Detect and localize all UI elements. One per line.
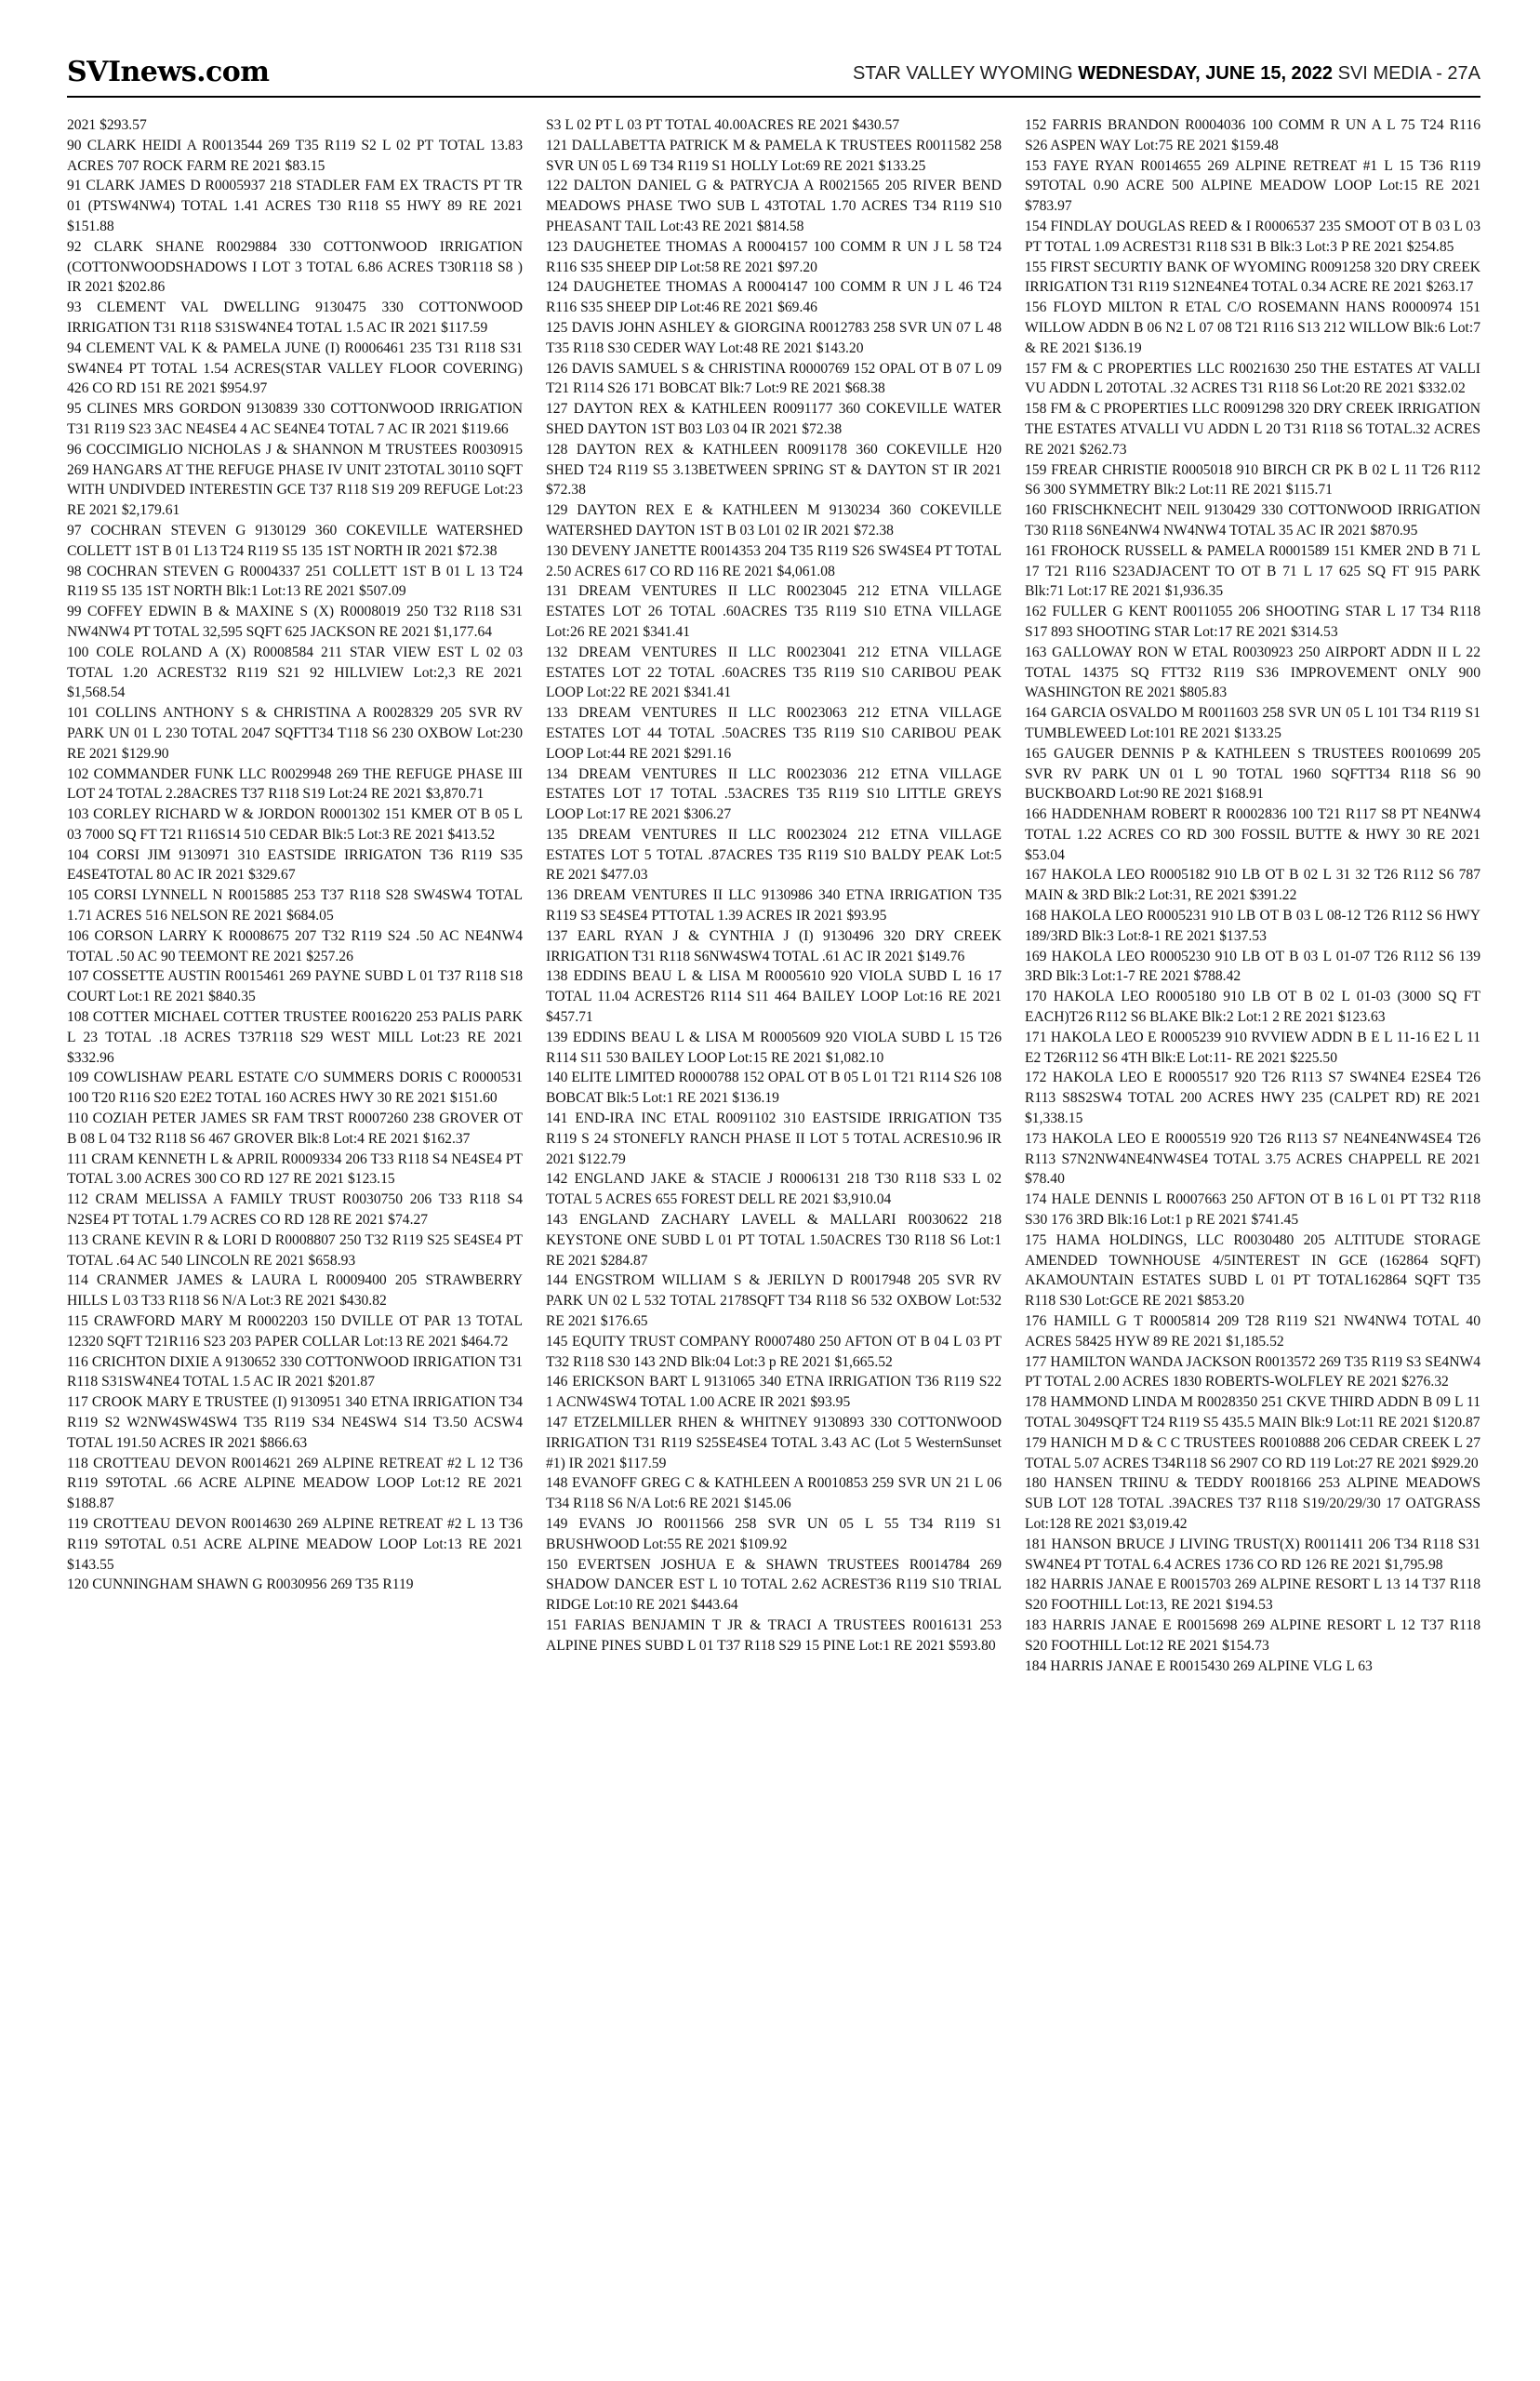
tax-list-entry: 98 COCHRAN STEVEN G R0004337 251 COLLETT 1ST B 01 L 13 T24 R119 S5 135 1ST NORTH Blk:1 Lot:13 RE 2021 $507.09 bbox=[67, 563, 523, 600]
tax-list-entry: 175 HAMA HOLDINGS, LLC R0030480 205 ALTITUDE STORAGE AMENDED TOWNHOUSE 4/5INTEREST IN GCE (162864 SQFT) AKAMOUNTAIN ESTATES SUBD L 01 PT TOTAL162864 SQFT T35 R118 S30 Lot:GCE RE 2021 $853.20 bbox=[1025, 1231, 1480, 1310]
tax-list-entry: 181 HANSON BRUCE J LIVING TRUST(X) R0011411 206 T34 R118 S31 SW4NE4 PT TOTAL 6.4 ACRES 1736 CO RD 126 RE 2021 $1,795.98 bbox=[1025, 1536, 1480, 1573]
tax-list-entry: 95 CLINES MRS GORDON 9130839 330 COTTONWOOD IRRIGATION T31 R119 S23 3AC NE4SE4 4 AC SE4NE4 TOTAL 7 AC IR 2021 $119.66 bbox=[67, 401, 523, 437]
tax-list-entry: 164 GARCIA OSVALDO M R0011603 258 SVR UN 05 L 101 T34 R119 S1 TUMBLEWEED Lot:101 RE 2021 $133.25 bbox=[1025, 705, 1480, 741]
tax-list-entry: 151 FARIAS BENJAMIN T JR & TRACI A TRUSTEES R0016131 253 ALPINE PINES SUBD L 01 T37 R118 S29 15 PINE Lot:1 RE 2021 $593.80 bbox=[546, 1616, 1002, 1654]
tax-list-entry: 170 HAKOLA LEO R0005180 910 LB OT B 02 L 01-03 (3000 SQ FT EACH)T26 R112 S6 BLAKE Blk:2 Lot:1 2 RE 2021 $123.63 bbox=[1025, 989, 1480, 1026]
tax-list-entry: 148 EVANOFF GREG C & KATHLEEN A R0010853 259 SVR UN 21 L 06 T34 R118 S6 N/A Lot:6 RE 2021 $145.06 bbox=[546, 1475, 1002, 1512]
tax-list-entry: 150 EVERTSEN JOSHUA E & SHAWN TRUSTEES R0014784 269 SHADOW DANCER EST L 10 TOTAL 2.62 ACREST36 R119 S10 TRIAL RIDGE Lot:10 RE 2021 $443.64 bbox=[546, 1556, 1002, 1614]
tax-list-entry: 163 GALLOWAY RON W ETAL R0030923 250 AIRPORT ADDN II L 22 TOTAL 14375 SQ FTT32 R119 S36 IMPROVEMENT ONLY 900 WASHINGTON RE 2021 $805.83 bbox=[1025, 644, 1480, 701]
tax-list-entry: 111 CRAM KENNETH L & APRIL R0009334 206 T33 R118 S4 NE4SE4 PT TOTAL 3.00 ACRES 300 CO RD 127 RE 2021 $123.15 bbox=[67, 1151, 523, 1188]
tax-list-entry: 160 FRISCHKNECHT NEIL 9130429 330 COTTONWOOD IRRIGATION T30 R118 S6NE4NW4 NW4NW4 TOTAL 35 AC IR 2021 $870.95 bbox=[1025, 502, 1480, 539]
tax-list-entry: 90 CLARK HEIDI A R0013544 269 T35 R119 S2 L 02 PT TOTAL 13.83 ACRES 707 ROCK FARM RE 2021 $83.15 bbox=[67, 137, 523, 174]
tax-list-entry: 142 ENGLAND JAKE & STACIE J R0006131 218 T30 R118 S33 L 02 TOTAL 5 ACRES 655 FOREST DELL RE 2021 $3,910.04 bbox=[546, 1171, 1002, 1208]
tax-list-entry: 161 FROHOCK RUSSELL & PAMELA R0001589 151 KMER 2ND B 71 L 17 T21 R116 S23ADJACENT TO OT B 71 L 17 625 SQ FT 915 PARK Blk:71 Lot:17 RE 2021 $1,936.35 bbox=[1025, 542, 1480, 600]
tax-list-entry: 139 EDDINS BEAU L & LISA M R0005609 920 VIOLA SUBD L 15 T26 R114 S11 530 BAILEY LOOP Lot:15 RE 2021 $1,082.10 bbox=[546, 1029, 1002, 1066]
tax-list-entry: 180 HANSEN TRIINU & TEDDY R0018166 253 ALPINE MEADOWS SUB LOT 128 TOTAL .39ACRES T37 R118 S19/20/29/30 17 OATGRASS Lot:128 RE 2021 $3,019.42 bbox=[1025, 1475, 1480, 1532]
tax-list-entry: 147 ETZELMILLER RHEN & WHITNEY 9130893 330 COTTONWOOD IRRIGATION T31 R119 S25SE4SE4 TOTAL 3.43 AC (Lot 5 WesternSunset #1) IR 2021 $117.59 bbox=[546, 1415, 1002, 1471]
tax-list-entry: 119 CROTTEAU DEVON R0014630 269 ALPINE RETREAT #2 L 13 T36 R119 S9TOTAL 0.51 ACRE ALPINE MEADOW LOOP Lot:13 RE 2021 $143.55 bbox=[67, 1515, 523, 1573]
tax-list-entry: 152 FARRIS BRANDON R0004036 100 COMM R UN A L 75 T24 R116 S26 ASPEN WAY Lot:75 RE 2021 $159.48 bbox=[1025, 117, 1480, 153]
tax-list-entry: 137 EARL RYAN J & CYNTHIA J (I) 9130496 320 DRY CREEK IRRIGATION T31 R118 S6NW4SW4 TOTAL .61 AC IR 2021 $149.76 bbox=[546, 927, 1002, 964]
folio-date: WEDNESDAY, JUNE 15, 2022 bbox=[1078, 63, 1334, 84]
tax-list-entry: 143 ENGLAND ZACHARY LAVELL & MALLARI R0030622 218 KEYSTONE ONE SUBD L 01 PT TOTAL 1.50ACRES T30 R118 S6 Lot:1 RE 2021 $284.87 bbox=[546, 1212, 1002, 1269]
tax-list-entry: 126 DAVIS SAMUEL S & CHRISTINA R0000769 152 OPAL OT B 07 L 09 T21 R114 S26 171 BOBCAT Blk:7 Lot:9 RE 2021 $68.38 bbox=[546, 360, 1002, 397]
tax-list-entry: 108 COTTER MICHAEL COTTER TRUSTEE R0016220 253 PALIS PARK L 23 TOTAL .18 ACRES T37R118 S29 WEST MILL Lot:23 RE 2021 $332.96 bbox=[67, 1009, 523, 1066]
tax-list-entry: 146 ERICKSON BART L 9131065 340 ETNA IRRIGATION T36 R119 S22 1 ACNW4SW4 TOTAL 1.00 ACRE IR 2021 $93.95 bbox=[546, 1374, 1002, 1411]
tax-list-entry: 136 DREAM VENTURES II LLC 9130986 340 ETNA IRRIGATION T35 R119 S3 SE4SE4 PTTOTAL 1.39 ACRES IR 2021 $93.95 bbox=[546, 887, 1002, 924]
tax-list-entry: 96 COCCIMIGLIO NICHOLAS J & SHANNON M TRUSTEES R0030915 269 HANGARS AT THE REFUGE PHASE IV UNIT 23TOTAL 30110 SQFT WITH UNDIVDED INTERESTIN GCE T37 R118 S19 209 REFUGE Lot:23 RE 2021 $2,179.61 bbox=[67, 441, 523, 519]
tax-list-entry: 182 HARRIS JANAE E R0015703 269 ALPINE RESORT L 13 14 T37 R118 S20 FOOTHILL Lot:13, RE 2021 $194.53 bbox=[1025, 1576, 1480, 1614]
tax-list-entry: 132 DREAM VENTURES II LLC R0023041 212 ETNA VILLAGE ESTATES LOT 22 TOTAL .60ACRES T35 R119 S10 CARIBOU PEAK LOOP Lot:22 RE 2021 $341.41 bbox=[546, 644, 1002, 701]
tax-list-entry: 159 FREAR CHRISTIE R0005018 910 BIRCH CR PK B 02 L 11 T26 R112 S6 300 SYMMETRY Blk:2 Lot:11 RE 2021 $115.71 bbox=[1025, 461, 1480, 499]
tax-list-entry: 167 HAKOLA LEO R0005182 910 LB OT B 02 L 31 32 T26 R112 S6 787 MAIN & 3RD Blk:2 Lot:31, RE 2021 $391.22 bbox=[1025, 867, 1480, 904]
column-1 bbox=[67, 115, 523, 1676]
tax-list-entry: 94 CLEMENT VAL K & PAMELA JUNE (I) R0006461 235 T31 R118 S31 SW4NE4 PT TOTAL 1.54 ACRES(STAR VALLEY FLOOR COVERING) 426 CO RD 151 RE 2021 $954.97 bbox=[67, 339, 523, 397]
folio-section: SVI MEDIA - 27A bbox=[1337, 63, 1480, 84]
tax-list-entry: 118 CROTTEAU DEVON R0014621 269 ALPINE RETREAT #2 L 12 T36 R119 S9TOTAL .66 ACRE ALPINE MEADOW LOOP Lot:12 RE 2021 $188.87 bbox=[67, 1455, 523, 1512]
tax-list-entry: 176 HAMILL G T R0005814 209 T28 R119 S21 NW4NW4 TOTAL 40 ACRES 58425 HYW 89 RE 2021 $1,185.52 bbox=[1025, 1313, 1480, 1350]
tax-list-entry: 97 COCHRAN STEVEN G 9130129 360 COKEVILLE WATERSHED COLLETT 1ST B 01 L13 T24 R119 S5 135 1ST NORTH IR 2021 $72.38 bbox=[67, 522, 523, 559]
tax-list-entry: 158 FM & C PROPERTIES LLC R0091298 320 DRY CREEK IRRIGATION THE ESTATES ATVALLI VU ADDN L 20 T31 R118 S6 TOTAL.32 ACRES RE 2021 $262.73 bbox=[1025, 401, 1480, 458]
tax-list-entry: 153 FAYE RYAN R0014655 269 ALPINE RETREAT #1 L 15 T36 R119 S9TOTAL 0.90 ACRE 500 ALPINE MEADOW LOOP Lot:15 RE 2021 $783.97 bbox=[1025, 157, 1480, 215]
tax-list-entry: 165 GAUGER DENNIS P & KATHLEEN S TRUSTEES R0010699 205 SVR RV PARK UN 01 L 90 TOTAL 1960 SQFTT34 R118 S6 90 BUCKBOARD Lot:90 RE 2021 $168.91 bbox=[1025, 745, 1480, 803]
tax-list-entry: 102 COMMANDER FUNK LLC R0029948 269 THE REFUGE PHASE III LOT 24 TOTAL 2.28ACRES T37 R118 S19 Lot:24 RE 2021 $3,870.71 bbox=[67, 765, 523, 803]
tax-list-entry: 99 COFFEY EDWIN B & MAXINE S (X) R0008019 250 T32 R118 S31 NW4NW4 PT TOTAL 32,595 SQFT 625 JACKSON RE 2021 $1,177.64 bbox=[67, 604, 523, 640]
tax-list-entry: 101 COLLINS ANTHONY S & CHRISTINA A R0028329 205 SVR RV PARK UN 01 L 230 TOTAL 2047 SQFTT34 T118 S6 230 OXBOW Lot:230 RE 2021 $129.90 bbox=[67, 705, 523, 762]
tax-list-entry: 92 CLARK SHANE R0029884 330 COTTONWOOD IRRIGATION (COTTONWOODSHADOWS I LOT 3 TOTAL 6.86 ACRES T30R118 S8 ) IR 2021 $202.86 bbox=[67, 238, 523, 296]
tax-list-entry: 184 HARRIS JANAE E R0015430 269 ALPINE VLG L 63 bbox=[1025, 1657, 1373, 1674]
tax-list-entry: 140 ELITE LIMITED R0000788 152 OPAL OT B 05 L 01 T21 R114 S26 108 BOBCAT Blk:5 Lot:1 RE 2021 $136.19 bbox=[546, 1070, 1002, 1107]
tax-list-entry: 103 CORLEY RICHARD W & JORDON R0001302 151 KMER OT B 05 L 03 7000 SQ FT T21 R116S14 510 CEDAR Blk:5 Lot:3 RE 2021 $413.52 bbox=[67, 806, 523, 843]
tax-list-entry: 122 DALTON DANIEL G & PATRYCJA A R0021565 205 RIVER BEND MEADOWS PHASE TWO SUB L 43TOTAL 1.70 ACRES T34 R119 S10 PHEASANT TAIL Lot:43 RE 2021 $814.58 bbox=[546, 178, 1002, 234]
tax-list-entry: 141 END-IRA INC ETAL R0091102 310 EASTSIDE IRRIGATION T35 R119 S 24 STONEFLY RANCH PHASE II LOT 5 TOTAL ACRES10.96 IR 2021 $122.79 bbox=[546, 1111, 1002, 1167]
column-3 bbox=[1025, 115, 1480, 1676]
tax-list-entry: 127 DAYTON REX & KATHLEEN R0091177 360 COKEVILLE WATER SHED DAYTON 1ST B03 L03 04 IR 2021 $72.38 bbox=[546, 401, 1002, 437]
legal-notice-columns bbox=[67, 115, 1480, 1676]
folio-place: STAR VALLEY WYOMING bbox=[852, 63, 1073, 84]
tax-list-entry: 131 DREAM VENTURES II LLC R0023045 212 ETNA VILLAGE ESTATES LOT 26 TOTAL .60ACRES T35 R119 S10 ETNA VILLAGE Lot:26 RE 2021 $341.41 bbox=[546, 583, 1002, 640]
tax-list-entry: 130 DEVENY JANETTE R0014353 204 T35 R119 S26 SW4SE4 PT TOTAL 2.50 ACRES 617 CO RD 116 RE 2021 $4,061.08 bbox=[546, 542, 1002, 579]
tax-list-entry: 114 CRANMER JAMES & LAURA L R0009400 205 STRAWBERRY HILLS L 03 T33 R118 S6 N/A Lot:3 RE 2021 $430.82 bbox=[67, 1272, 523, 1310]
tax-list-entry: 156 FLOYD MILTON R ETAL C/O ROSEMANN HANS R0000974 151 WILLOW ADDN B 06 N2 L 07 08 T21 R116 S13 212 WILLOW Blk:6 Lot:7 & RE 2021 $136.19 bbox=[1025, 299, 1480, 356]
tax-list-entry: 179 HANICH M D & C C TRUSTEES R0010888 206 CEDAR CREEK L 27 TOTAL 5.07 ACRES T34R118 S6 2907 CO RD 119 Lot:27 RE 2021 $929.20 bbox=[1025, 1434, 1480, 1471]
tax-list-entry: 91 CLARK JAMES D R0005937 218 STADLER FAM EX TRACTS PT TR 01 (PTSW4NW4) TOTAL 1.41 ACRES T30 R118 S5 HWY 89 RE 2021 $151.88 bbox=[67, 178, 523, 234]
tax-list-entry: 123 DAUGHETEE THOMAS A R0004157 100 COMM R UN J L 58 T24 R116 S35 SHEEP DIP Lot:58 RE 2021 $97.20 bbox=[546, 238, 1002, 275]
tax-list-entry: 155 FIRST SECURTIY BANK OF WYOMING R0091258 320 DRY CREEK IRRIGATION T31 R119 S12NE4NE4 TOTAL 0.34 ACRE RE 2021 $263.17 bbox=[1025, 259, 1480, 296]
tax-list-entry: 2021 $293.57 bbox=[67, 117, 147, 133]
tax-list-entry: 133 DREAM VENTURES II LLC R0023063 212 ETNA VILLAGE ESTATES LOT 44 TOTAL .50ACRES T35 R119 S10 CARIBOU PEAK LOOP Lot:44 RE 2021 $291.16 bbox=[546, 705, 1002, 762]
folio-line bbox=[853, 63, 1480, 85]
tax-list-entry: 183 HARRIS JANAE E R0015698 269 ALPINE RESORT L 12 T37 R118 S20 FOOTHILL Lot:12 RE 2021 $154.73 bbox=[1025, 1616, 1480, 1654]
tax-list-entry: 135 DREAM VENTURES II LLC R0023024 212 ETNA VILLAGE ESTATES LOT 5 TOTAL .87ACRES T35 R119 S10 BALDY PEAK Lot:5 RE 2021 $477.03 bbox=[546, 826, 1002, 884]
tax-list-entry: 116 CRICHTON DIXIE A 9130652 330 COTTONWOOD IRRIGATION T31 R118 S31SW4NE4 TOTAL 1.5 AC IR 2021 $201.87 bbox=[67, 1353, 523, 1390]
tax-list-entry: 110 COZIAH PETER JAMES SR FAM TRST R0007260 238 GROVER OT B 08 L 04 T32 R118 S6 467 GROVER Blk:8 Lot:4 RE 2021 $162.37 bbox=[67, 1111, 523, 1147]
tax-list-entry: 113 CRANE KEVIN R & LORI D R0008807 250 T32 R119 S25 SE4SE4 PT TOTAL .64 AC 540 LINCOLN RE 2021 $658.93 bbox=[67, 1231, 523, 1269]
tax-list-entry: 169 HAKOLA LEO R0005230 910 LB OT B 03 L 01-07 T26 R112 S6 139 3RD Blk:3 Lot:1-7 RE 2021 $788.42 bbox=[1025, 948, 1480, 985]
tax-list-entry: 107 COSSETTE AUSTIN R0015461 269 PAYNE SUBD L 01 T37 R118 S18 COURT Lot:1 RE 2021 $840.35 bbox=[67, 968, 523, 1005]
tax-list-entry: 149 EVANS JO R0011566 258 SVR UN 05 L 55 T34 R119 S1 BRUSHWOOD Lot:55 RE 2021 $109.92 bbox=[546, 1515, 1002, 1552]
tax-list-entry: 162 FULLER G KENT R0011055 206 SHOOTING STAR L 17 T34 R118 S17 893 SHOOTING STAR Lot:17 RE 2021 $314.53 bbox=[1025, 604, 1480, 640]
tax-list-entry: 177 HAMILTON WANDA JACKSON R0013572 269 T35 R119 S3 SE4NW4 PT TOTAL 2.00 ACRES 1830 ROBERTS-WOLFLEY RE 2021 $276.32 bbox=[1025, 1353, 1480, 1390]
masthead: SVInews.com bbox=[67, 56, 270, 88]
tax-list-entry: 166 HADDENHAM ROBERT R R0002836 100 T21 R117 S8 PT NE4NW4 TOTAL 1.22 ACRES CO RD 300 FOSSIL BUTTE & HWY 30 RE 2021 $53.04 bbox=[1025, 806, 1480, 863]
tax-list-entry: 120 CUNNINGHAM SHAWN G R0030956 269 T35 R119 bbox=[67, 1576, 414, 1593]
tax-list-entry: 117 CROOK MARY E TRUSTEE (I) 9130951 340 ETNA IRRIGATION T34 R119 S2 W2NW4SW4SW4 T35 R119 S34 NE4SW4 S14 T3.50 ACSW4 TOTAL 191.50 ACRES IR 2021 $866.63 bbox=[67, 1394, 523, 1451]
tax-list-entry: 134 DREAM VENTURES II LLC R0023036 212 ETNA VILLAGE ESTATES LOT 17 TOTAL .53ACRES T35 R119 S10 LITTLE GREYS LOOP Lot:17 RE 2021 $306.27 bbox=[546, 765, 1002, 823]
tax-list-entry: 157 FM & C PROPERTIES LLC R0021630 250 THE ESTATES AT VALLI VU ADDN L 20TOTAL .32 ACRES T31 R118 S6 Lot:20 RE 2021 $332.02 bbox=[1025, 360, 1480, 397]
tax-list-entry: 106 CORSON LARRY K R0008675 207 T32 R119 S24 .50 AC NE4NW4 TOTAL .50 AC 90 TEEMONT RE 2021 $257.26 bbox=[67, 927, 523, 964]
tax-list-entry: 124 DAUGHETEE THOMAS A R0004147 100 COMM R UN J L 46 T24 R116 S35 SHEEP DIP Lot:46 RE 2021 $69.46 bbox=[546, 279, 1002, 316]
tax-list-entry: 128 DAYTON REX & KATHLEEN R0091178 360 COKEVILLE H20 SHED T24 R119 S5 3.13BETWEEN SPRING ST & DAYTON ST IR 2021 $72.38 bbox=[546, 441, 1002, 499]
page-header bbox=[67, 50, 1480, 93]
tax-list-entry: S3 L 02 PT L 03 PT TOTAL 40.00ACRES RE 2021 $430.57 bbox=[546, 117, 900, 133]
tax-list-entry: 138 EDDINS BEAU L & LISA M R0005610 920 VIOLA SUBD L 16 17 TOTAL 11.04 ACREST26 R114 S11 464 BAILEY LOOP Lot:16 RE 2021 $457.71 bbox=[546, 968, 1002, 1026]
tax-list-entry: 115 CRAWFORD MARY M R0002203 150 DVILLE OT PAR 13 TOTAL 12320 SQFT T21R116 S23 203 PAPER COLLAR Lot:13 RE 2021 $464.72 bbox=[67, 1313, 523, 1350]
tax-list-entry: 173 HAKOLA LEO E R0005519 920 T26 R113 S7 NE4NE4NW4SE4 T26 R113 S7N2NW4NE4NW4SE4 TOTAL 3.75 ACRES CHAPPELL RE 2021 $78.40 bbox=[1025, 1130, 1480, 1188]
tax-list-entry: 129 DAYTON REX E & KATHLEEN M 9130234 360 COKEVILLE WATERSHED DAYTON 1ST B 03 L01 02 IR 2021 $72.38 bbox=[546, 502, 1002, 539]
tax-list-entry: 171 HAKOLA LEO E R0005239 910 RVVIEW ADDN B E L 11-16 E2 L 11 E2 T26R112 S6 4TH Blk:E Lot:11- RE 2021 $225.50 bbox=[1025, 1029, 1480, 1066]
tax-list-entry: 100 COLE ROLAND A (X) R0008584 211 STAR VIEW EST L 02 03 TOTAL 1.20 ACREST32 R119 S21 92 HILLVIEW Lot:2,3 RE 2021 $1,568.54 bbox=[67, 644, 523, 701]
tax-list-entry: 168 HAKOLA LEO R0005231 910 LB OT B 03 L 08-12 T26 R112 S6 HWY 189/3RD Blk:3 Lot:8-1 RE 2021 $137.53 bbox=[1025, 908, 1480, 944]
column-2 bbox=[546, 115, 1002, 1676]
tax-list-entry: 174 HALE DENNIS L R0007663 250 AFTON OT B 16 L 01 PT T32 R118 S30 176 3RD Blk:16 Lot:1 p RE 2021 $741.45 bbox=[1025, 1191, 1480, 1229]
tax-list-entry: 112 CRAM MELISSA A FAMILY TRUST R0030750 206 T33 R118 S4 N2SE4 PT TOTAL 1.79 ACRES CO RD 128 RE 2021 $74.27 bbox=[67, 1191, 523, 1229]
tax-list-entry: 105 CORSI LYNNELL N R0015885 253 T37 R118 S28 SW4SW4 TOTAL 1.71 ACRES 516 NELSON RE 2021 $684.05 bbox=[67, 887, 523, 924]
tax-list-entry: 109 COWLISHAW PEARL ESTATE C/O SUMMERS DORIS C R0000531 100 T20 R116 S20 E2E2 TOTAL 160 ACRES HWY 30 RE 2021 $151.60 bbox=[67, 1070, 523, 1107]
tax-list-entry: 154 FINDLAY DOUGLAS REED & I R0006537 235 SMOOT OT B 03 L 03 PT TOTAL 1.09 ACREST31 R118 S31 B Blk:3 Lot:3 P RE 2021 $254.85 bbox=[1025, 218, 1480, 255]
tax-list-entry: 178 HAMMOND LINDA M R0028350 251 CKVE THIRD ADDN B 09 L 11 TOTAL 3049SQFT T24 R119 S5 435.5 MAIN Blk:9 Lot:11 RE 2021 $120.87 bbox=[1025, 1394, 1480, 1430]
tax-list-entry: 145 EQUITY TRUST COMPANY R0007480 250 AFTON OT B 04 L 03 PT T32 R118 S30 143 2ND Blk:04 Lot:3 p RE 2021 $1,665.52 bbox=[546, 1333, 1002, 1370]
tax-list-entry: 121 DALLABETTA PATRICK M & PAMELA K TRUSTEES R0011582 258 SVR UN 05 L 69 T34 R119 S1 HOLLY Lot:69 RE 2021 $133.25 bbox=[546, 137, 1002, 174]
header-rule bbox=[67, 96, 1480, 98]
tax-list-entry: 172 HAKOLA LEO E R0005517 920 T26 R113 S7 SW4NE4 E2SE4 T26 R113 S8S2SW4 TOTAL 200 ACRES HWY 235 (CALPET RD) RE 2021 $1,338.15 bbox=[1025, 1070, 1480, 1127]
tax-list-entry: 125 DAVIS JOHN ASHLEY & GIORGINA R0012783 258 SVR UN 07 L 48 T35 R118 S30 CEDER WAY Lot:48 RE 2021 $143.20 bbox=[546, 319, 1002, 356]
tax-list-entry: 104 CORSI JIM 9130971 310 EASTSIDE IRRIGATON T36 R119 S35 E4SE4TOTAL 80 AC IR 2021 $329.67 bbox=[67, 846, 523, 884]
tax-list-entry: 93 CLEMENT VAL DWELLING 9130475 330 COTTONWOOD IRRIGATION T31 R118 S31SW4NE4 TOTAL 1.5 AC IR 2021 $117.59 bbox=[67, 299, 523, 336]
tax-list-entry: 144 ENGSTROM WILLIAM S & JERILYN D R0017948 205 SVR RV PARK UN 02 L 532 TOTAL 2178SQFT T34 R118 S6 532 OXBOW Lot:532 RE 2021 $176.65 bbox=[546, 1272, 1002, 1330]
